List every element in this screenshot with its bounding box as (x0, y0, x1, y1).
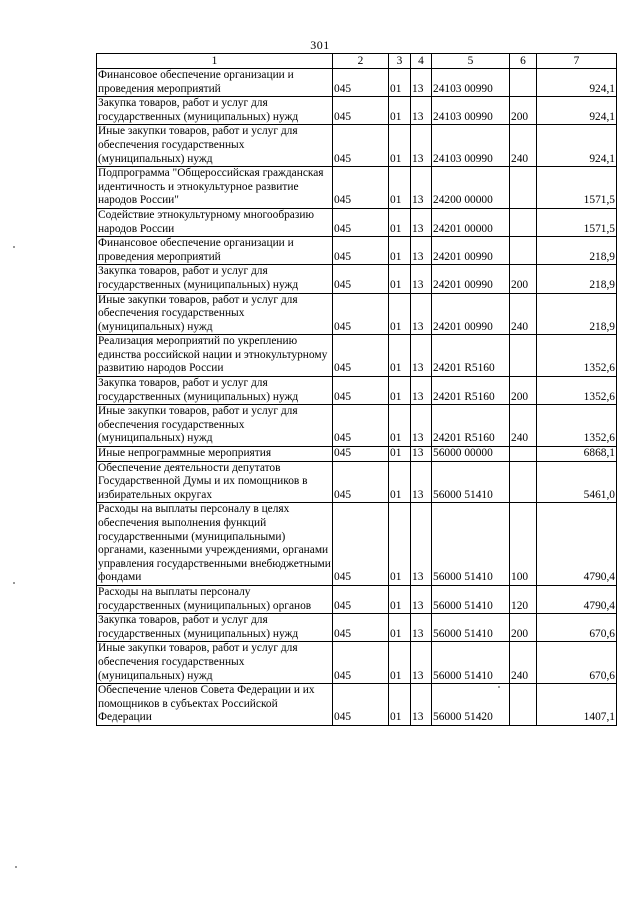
target-article-cell: 56000 51410 (432, 614, 510, 642)
budget-table (96, 53, 617, 726)
table-row (97, 167, 617, 209)
target-article-cell: 56000 00000 (432, 447, 510, 462)
expense-type-cell: 200 (510, 614, 537, 642)
ministry-code-cell: 045 (333, 377, 389, 405)
section-code-cell: 01 (389, 614, 411, 642)
amount-cell: 924,1 (537, 97, 617, 125)
subsection-code-cell: 13 (411, 377, 432, 405)
ministry-code-cell: 045 (333, 461, 389, 503)
expense-name-cell: Расходы на выплаты персоналу государственных (муниципальных) органов (97, 585, 333, 613)
table-row (97, 503, 617, 586)
amount-cell: 6868,1 (537, 447, 617, 462)
amount-cell: 4790,4 (537, 585, 617, 613)
expense-type-cell: 200 (510, 97, 537, 125)
section-code-cell: 01 (389, 461, 411, 503)
section-code-cell: 01 (389, 125, 411, 167)
amount-cell: 218,9 (537, 237, 617, 265)
expense-name-cell: Иные непрограммные мероприятия (97, 447, 333, 462)
section-code-cell: 01 (389, 335, 411, 377)
expense-type-cell: 120 (510, 585, 537, 613)
section-code-cell: 01 (389, 447, 411, 462)
subsection-code-cell: 13 (411, 461, 432, 503)
table-row (97, 208, 617, 236)
amount-cell: 1352,6 (537, 335, 617, 377)
amount-cell: 670,6 (537, 614, 617, 642)
ministry-code-cell: 045 (333, 237, 389, 265)
section-code-cell: 01 (389, 208, 411, 236)
expense-type-cell (510, 167, 537, 209)
expense-type-cell (510, 237, 537, 265)
subsection-code-cell: 13 (411, 208, 432, 236)
table-body (97, 69, 617, 726)
expense-type-cell (510, 208, 537, 236)
table-row (97, 585, 617, 613)
target-article-cell: 56000 51420 (432, 684, 510, 726)
ministry-code-cell: 045 (333, 293, 389, 335)
table-row (97, 405, 617, 447)
table-row (97, 461, 617, 503)
target-article-cell: 56000 51410 (432, 461, 510, 503)
ministry-code-cell: 045 (333, 614, 389, 642)
table-row (97, 69, 617, 97)
target-article-cell: 24201 R5160 (432, 335, 510, 377)
expense-name-cell: Финансовое обеспечение организации и проведения мероприятий (97, 237, 333, 265)
subsection-code-cell: 13 (411, 69, 432, 97)
table-row (97, 377, 617, 405)
ministry-code-cell: 045 (333, 642, 389, 684)
expense-name-cell: Иные закупки товаров, работ и услуг для обеспечения государственных (муниципальных) нужд (97, 293, 333, 335)
page-number: 301 (310, 38, 330, 52)
amount-cell: 670,6 (537, 642, 617, 684)
target-article-cell: 56000 51410 (432, 503, 510, 586)
expense-type-cell (510, 461, 537, 503)
scan-speck (498, 686, 500, 688)
subsection-code-cell: 13 (411, 237, 432, 265)
subsection-code-cell: 13 (411, 335, 432, 377)
table-row (97, 125, 617, 167)
header-cell: 2 (333, 54, 389, 69)
expense-name-cell: Иные закупки товаров, работ и услуг для обеспечения государственных (муниципальных) нужд (97, 405, 333, 447)
header-row (97, 54, 617, 69)
target-article-cell: 24201 00990 (432, 265, 510, 293)
ministry-code-cell: 045 (333, 265, 389, 293)
subsection-code-cell: 13 (411, 614, 432, 642)
subsection-code-cell: 13 (411, 447, 432, 462)
table-row (97, 335, 617, 377)
table-row (97, 642, 617, 684)
section-code-cell: 01 (389, 97, 411, 125)
expense-type-cell: 100 (510, 503, 537, 586)
subsection-code-cell: 13 (411, 97, 432, 125)
amount-cell: 218,9 (537, 293, 617, 335)
ministry-code-cell: 045 (333, 167, 389, 209)
amount-cell: 1352,6 (537, 405, 617, 447)
target-article-cell: 56000 51410 (432, 585, 510, 613)
expense-name-cell: Закупка товаров, работ и услуг для государственных (муниципальных) нужд (97, 97, 333, 125)
expense-type-cell (510, 335, 537, 377)
ministry-code-cell: 045 (333, 335, 389, 377)
target-article-cell: 24103 00990 (432, 69, 510, 97)
expense-type-cell: 200 (510, 265, 537, 293)
expense-name-cell: Закупка товаров, работ и услуг для государственных (муниципальных) нужд (97, 377, 333, 405)
expense-type-cell: 240 (510, 293, 537, 335)
expense-type-cell (510, 69, 537, 97)
header-cell: 1 (97, 54, 333, 69)
header-cell: 4 (411, 54, 432, 69)
section-code-cell: 01 (389, 684, 411, 726)
expense-type-cell: 200 (510, 377, 537, 405)
table-row (97, 293, 617, 335)
expense-name-cell: Иные закупки товаров, работ и услуг для обеспечения государственных (муниципальных) нужд (97, 125, 333, 167)
target-article-cell: 24201 R5160 (432, 377, 510, 405)
expense-type-cell: 240 (510, 642, 537, 684)
ministry-code-cell: 045 (333, 208, 389, 236)
section-code-cell: 01 (389, 69, 411, 97)
expense-name-cell: Расходы на выплаты персоналу в целях обеспечения выполнения функций государственными (муниципальными) органами, казенными учреждениями, органами управления государственными внебюджетными фондами (97, 503, 333, 586)
table-row (97, 237, 617, 265)
subsection-code-cell: 13 (411, 167, 432, 209)
expense-name-cell: Подпрограмма "Общероссийская гражданская идентичность и этнокультурное развитие народов России" (97, 167, 333, 209)
section-code-cell: 01 (389, 167, 411, 209)
ministry-code-cell: 045 (333, 97, 389, 125)
expense-name-cell: Обеспечение деятельности депутатов Государственной Думы и их помощников в избирательных округах (97, 461, 333, 503)
section-code-cell: 01 (389, 237, 411, 265)
table-row (97, 265, 617, 293)
amount-cell: 1352,6 (537, 377, 617, 405)
expense-type-cell (510, 447, 537, 462)
subsection-code-cell: 13 (411, 293, 432, 335)
ministry-code-cell: 045 (333, 405, 389, 447)
subsection-code-cell: 13 (411, 405, 432, 447)
subsection-code-cell: 13 (411, 265, 432, 293)
section-code-cell: 01 (389, 585, 411, 613)
expense-name-cell: Иные закупки товаров, работ и услуг для обеспечения государственных (муниципальных) нужд (97, 642, 333, 684)
amount-cell: 218,9 (537, 265, 617, 293)
section-code-cell: 01 (389, 642, 411, 684)
table-row (97, 447, 617, 462)
ministry-code-cell: 045 (333, 69, 389, 97)
expense-name-cell: Реализация мероприятий по укреплению единства российской нации и этнокультурному развитию народов России (97, 335, 333, 377)
section-code-cell: 01 (389, 265, 411, 293)
header-cell: 5 (432, 54, 510, 69)
target-article-cell: 24103 00990 (432, 97, 510, 125)
expense-name-cell: Закупка товаров, работ и услуг для государственных (муниципальных) нужд (97, 265, 333, 293)
table-row (97, 684, 617, 726)
amount-cell: 5461,0 (537, 461, 617, 503)
header-cell: 6 (510, 54, 537, 69)
expense-type-cell: 240 (510, 125, 537, 167)
table-row (97, 97, 617, 125)
amount-cell: 924,1 (537, 69, 617, 97)
subsection-code-cell: 13 (411, 585, 432, 613)
expense-name-cell: Закупка товаров, работ и услуг для государственных (муниципальных) нужд (97, 614, 333, 642)
ministry-code-cell: 045 (333, 503, 389, 586)
section-code-cell: 01 (389, 405, 411, 447)
table-row (97, 614, 617, 642)
header-cell: 7 (537, 54, 617, 69)
amount-cell: 1407,1 (537, 684, 617, 726)
target-article-cell: 56000 51410 (432, 642, 510, 684)
scan-speck (13, 246, 15, 248)
expense-name-cell: Финансовое обеспечение организации и проведения мероприятий (97, 69, 333, 97)
subsection-code-cell: 13 (411, 125, 432, 167)
ministry-code-cell: 045 (333, 684, 389, 726)
ministry-code-cell: 045 (333, 585, 389, 613)
target-article-cell: 24103 00990 (432, 125, 510, 167)
subsection-code-cell: 13 (411, 684, 432, 726)
target-article-cell: 24201 00990 (432, 293, 510, 335)
section-code-cell: 01 (389, 293, 411, 335)
expense-name-cell: Обеспечение членов Совета Федерации и их помощников в субъектах Российской Федерации (97, 684, 333, 726)
amount-cell: 924,1 (537, 125, 617, 167)
scan-speck (13, 582, 15, 584)
amount-cell: 1571,5 (537, 208, 617, 236)
scan-speck (15, 866, 17, 868)
section-code-cell: 01 (389, 377, 411, 405)
subsection-code-cell: 13 (411, 503, 432, 586)
header-cell: 3 (389, 54, 411, 69)
ministry-code-cell: 045 (333, 125, 389, 167)
target-article-cell: 24201 R5160 (432, 405, 510, 447)
expense-name-cell: Содействие этнокультурному многообразию народов России (97, 208, 333, 236)
ministry-code-cell: 045 (333, 447, 389, 462)
expense-type-cell (510, 684, 537, 726)
subsection-code-cell: 13 (411, 642, 432, 684)
target-article-cell: 24201 00000 (432, 208, 510, 236)
expense-type-cell: 240 (510, 405, 537, 447)
section-code-cell: 01 (389, 503, 411, 586)
target-article-cell: 24200 00000 (432, 167, 510, 209)
target-article-cell: 24201 00990 (432, 237, 510, 265)
amount-cell: 4790,4 (537, 503, 617, 586)
amount-cell: 1571,5 (537, 167, 617, 209)
